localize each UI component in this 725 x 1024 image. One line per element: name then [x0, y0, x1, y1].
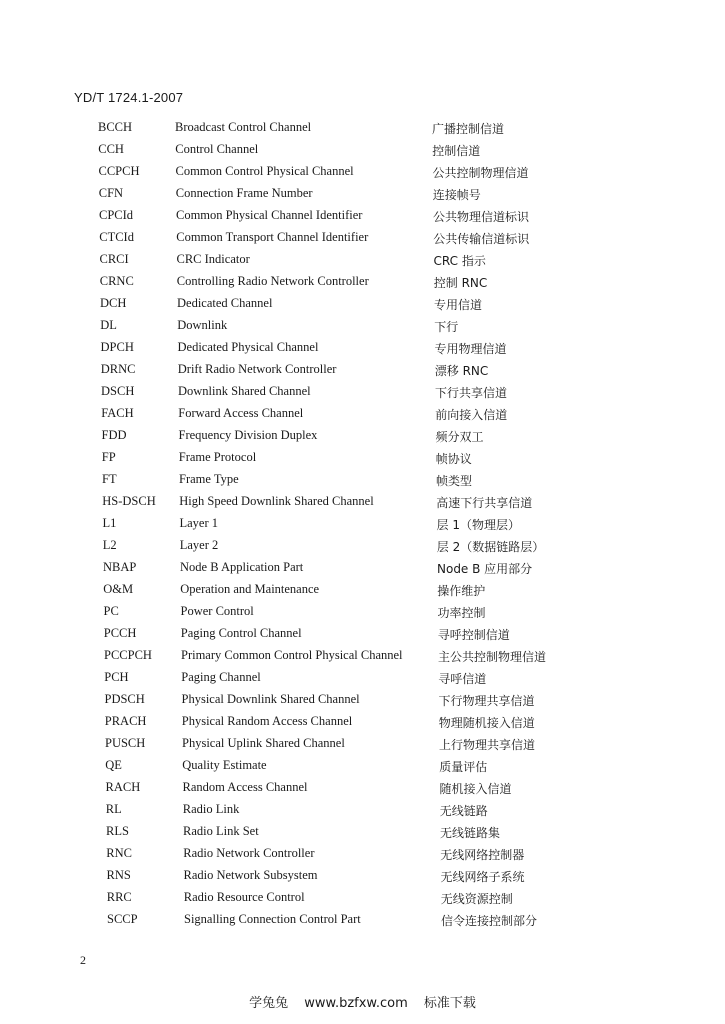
chinese-term: 质量评估 — [439, 760, 488, 774]
english-term: Controlling Radio Network Controller — [176, 274, 369, 288]
chinese-term: 无线资源控制 — [440, 892, 513, 906]
english-term: Frequency Division Duplex — [178, 428, 318, 442]
english-term: Operation and Maintenance — [180, 582, 320, 596]
chinese-term: 下行共享信道 — [435, 386, 508, 400]
english-term: Frame Protocol — [178, 450, 257, 464]
abbreviation: PCCPCH — [104, 648, 152, 662]
abbreviation: FT — [102, 472, 117, 486]
english-term: Node B Application Part — [180, 560, 304, 574]
english-term: Downlink — [177, 318, 228, 332]
chinese-term: 层 1（物理层） — [436, 518, 520, 532]
chinese-term: 广播控制信道 — [432, 122, 505, 136]
chinese-term: 公共控制物理信道 — [432, 166, 529, 180]
chinese-term: 控制信道 — [432, 144, 481, 158]
abbreviation: RACH — [105, 780, 141, 794]
english-term: CRC Indicator — [176, 252, 250, 266]
chinese-term: 帧类型 — [436, 474, 473, 488]
footer — [0, 992, 725, 1011]
footer-slogan: 标准下载 — [423, 996, 476, 1011]
document-id: YD/T 1724.1-2007 — [74, 90, 184, 105]
english-term: Dedicated Physical Channel — [177, 340, 319, 354]
abbreviation: DCH — [100, 296, 127, 310]
english-term: Quality Estimate — [182, 758, 267, 772]
chinese-term: 信令连接控制部分 — [441, 914, 538, 928]
english-term: Common Physical Channel Identifier — [176, 208, 363, 222]
footer-url[interactable]: www.bzfxw.com — [304, 996, 408, 1011]
abbreviation: RNS — [106, 868, 131, 882]
abbreviation: DRNC — [100, 362, 136, 376]
english-term: Power Control — [180, 604, 254, 618]
chinese-term: 漂移 RNC — [434, 364, 489, 378]
chinese-term: 公共物理信道标识 — [433, 210, 530, 224]
chinese-term: 操作维护 — [437, 584, 486, 598]
abbreviation: RRC — [106, 890, 132, 904]
chinese-term: 控制 RNC — [433, 276, 488, 290]
english-term: Radio Network Controller — [183, 846, 315, 860]
english-term: Random Access Channel — [182, 780, 308, 794]
abbreviation: RLS — [106, 824, 129, 838]
chinese-term: 专用物理信道 — [434, 342, 507, 356]
chinese-term: 前向接入信道 — [435, 408, 508, 422]
abbreviation: CTCId — [99, 230, 134, 244]
chinese-term: 无线链路 — [439, 804, 488, 818]
english-term: Physical Random Access Channel — [181, 714, 353, 728]
english-term: Drift Radio Network Controller — [177, 362, 337, 376]
abbreviation: PDSCH — [104, 692, 145, 706]
abbreviation: DSCH — [101, 384, 135, 398]
abbreviation: CPCId — [99, 208, 134, 222]
english-term: Signalling Connection Control Part — [184, 912, 361, 926]
abbreviation: FP — [101, 450, 116, 464]
english-term: Physical Downlink Shared Channel — [181, 692, 360, 706]
abbreviation: PCCH — [103, 626, 137, 640]
english-term: Layer 2 — [179, 538, 219, 552]
chinese-term: 下行 — [434, 320, 459, 334]
chinese-term: 无线网络子系统 — [440, 870, 525, 884]
english-term: Paging Control Channel — [180, 626, 302, 640]
chinese-term: 功率控制 — [437, 606, 486, 620]
chinese-term: 频分双工 — [435, 430, 484, 444]
abbreviation: HS-DSCH — [102, 494, 156, 508]
chinese-term: 随机接入信道 — [439, 782, 512, 796]
abbreviation: BCCH — [98, 120, 133, 134]
abbreviation: CFN — [98, 186, 124, 200]
english-term: Downlink Shared Channel — [178, 384, 311, 398]
chinese-term: 主公共控制物理信道 — [438, 650, 547, 664]
english-term: High Speed Downlink Shared Channel — [179, 494, 374, 508]
chinese-term: 寻呼信道 — [438, 672, 487, 686]
abbreviation: CCH — [98, 142, 124, 156]
english-term: Radio Resource Control — [183, 890, 305, 904]
abbreviation: FACH — [101, 406, 134, 420]
chinese-term: Node B 应用部分 — [437, 562, 533, 576]
chinese-term: 专用信道 — [434, 298, 483, 312]
chinese-term: 帧协议 — [435, 452, 472, 466]
abbreviation: CRCI — [99, 252, 129, 266]
abbreviation: L1 — [102, 516, 117, 530]
chinese-term: 公共传输信道标识 — [433, 232, 530, 246]
chinese-term: 连接帧号 — [432, 188, 481, 202]
abbreviation: PCH — [104, 670, 129, 684]
english-term: Radio Link Set — [183, 824, 259, 838]
english-term: Layer 1 — [179, 516, 219, 530]
abbreviation: PC — [103, 604, 119, 618]
english-term: Primary Common Control Physical Channel — [181, 648, 403, 662]
english-term: Radio Network Subsystem — [183, 868, 318, 882]
chinese-term: 层 2（数据链路层） — [436, 540, 545, 554]
english-term: Dedicated Channel — [177, 296, 273, 310]
chinese-term: 上行物理共享信道 — [439, 738, 536, 752]
english-term: Frame Type — [179, 472, 239, 486]
english-term: Broadcast Control Channel — [175, 120, 312, 134]
english-term: Connection Frame Number — [175, 186, 313, 200]
chinese-term: 寻呼控制信道 — [437, 628, 510, 642]
english-term: Forward Access Channel — [178, 406, 304, 420]
abbreviation: QE — [105, 758, 122, 772]
english-term: Common Control Physical Channel — [175, 164, 354, 178]
chinese-term: CRC 指示 — [433, 254, 486, 268]
abbreviation: NBAP — [103, 560, 137, 574]
abbreviation: PRACH — [104, 714, 147, 728]
abbreviation: RNC — [106, 846, 132, 860]
english-term: Paging Channel — [181, 670, 261, 684]
abbreviation: O&M — [103, 582, 134, 596]
abbreviation: FDD — [101, 428, 127, 442]
page-number: 2 — [80, 953, 86, 967]
english-term: Radio Link — [182, 802, 240, 816]
english-term: Physical Uplink Shared Channel — [182, 736, 345, 750]
abbreviation: SCCP — [107, 912, 138, 926]
chinese-term: 高速下行共享信道 — [436, 496, 533, 510]
abbreviation: RL — [105, 802, 122, 816]
abbreviation: PUSCH — [105, 736, 146, 750]
chinese-term: 无线链路集 — [440, 826, 501, 840]
chinese-term: 无线网络控制器 — [440, 848, 525, 862]
abbreviation: CRNC — [99, 274, 134, 288]
footer-site-name: 学兔兔 — [249, 996, 289, 1011]
abbreviation: DPCH — [100, 340, 134, 354]
chinese-term: 下行物理共享信道 — [438, 694, 535, 708]
english-term: Common Transport Channel Identifier — [176, 230, 369, 244]
chinese-term: 物理随机接入信道 — [438, 716, 535, 730]
abbreviation: L2 — [102, 538, 117, 552]
abbreviation: CCPCH — [98, 164, 140, 178]
abbreviation: DL — [100, 318, 117, 332]
english-term: Control Channel — [175, 142, 259, 156]
